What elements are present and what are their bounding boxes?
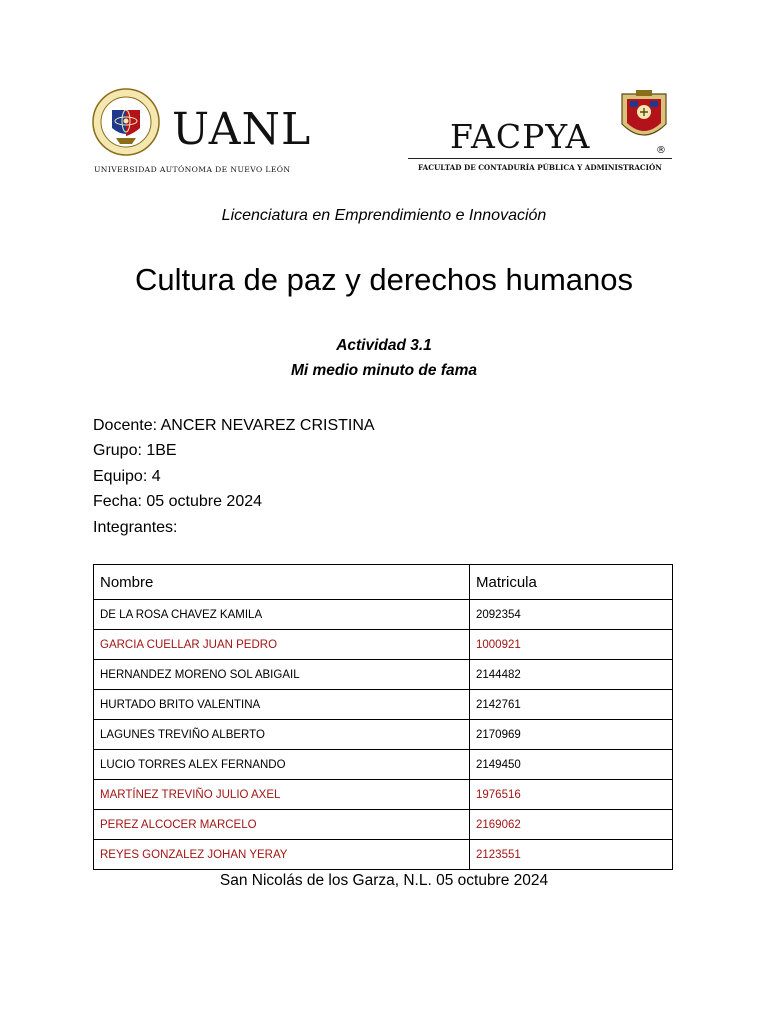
member-id: 2170969 — [470, 720, 673, 750]
member-name: GARCIA CUELLAR JUAN PEDRO — [94, 630, 470, 660]
member-id: 1000921 — [470, 630, 673, 660]
facpya-full-name: FACULTAD DE CONTADURÍA PÚBLICA Y ADMINISTRACIÓN — [418, 163, 662, 172]
table-row — [94, 750, 673, 780]
table-row — [94, 660, 673, 690]
activity-title: Mi medio minuto de fama — [290, 362, 477, 379]
facpya-seal-icon — [616, 88, 672, 148]
table-header-row — [94, 565, 673, 600]
member-id: 2092354 — [470, 600, 673, 630]
table-row — [94, 600, 673, 630]
column-header-nombre: Nombre — [94, 565, 470, 600]
uanl-logo — [92, 88, 314, 178]
info-block — [93, 413, 375, 540]
grupo-line: Grupo: 1BE — [93, 442, 177, 460]
facpya-wordmark: FACPYA — [450, 117, 591, 156]
table-row — [94, 690, 673, 720]
column-header-matricula: Matricula — [470, 565, 673, 600]
uanl-full-name: UNIVERSIDAD AUTÓNOMA DE NUEVO LEÓN — [94, 165, 291, 174]
table-row — [94, 780, 673, 810]
uanl-wordmark: UANL — [172, 104, 312, 155]
footer-place-date: San Nicolás de los Garza, N.L. 05 octubre 2024 — [219, 872, 549, 889]
equipo-line: Equipo: 4 — [93, 467, 161, 485]
facpya-logo — [406, 88, 674, 178]
member-name: LAGUNES TREVIÑO ALBERTO — [94, 720, 470, 750]
table-row — [94, 840, 673, 870]
member-id: 1976516 — [470, 780, 673, 810]
facpya-divider — [408, 158, 672, 159]
table-row — [94, 630, 673, 660]
registered-mark: ® — [656, 145, 666, 156]
member-id: 2123551 — [470, 840, 673, 870]
member-name: PEREZ ALCOCER MARCELO — [94, 810, 470, 840]
member-id: 2142761 — [470, 690, 673, 720]
table-row — [94, 810, 673, 840]
docente-line: Docente: ANCER NEVAREZ CRISTINA — [93, 417, 375, 434]
member-name: HERNANDEZ MORENO SOL ABIGAIL — [94, 660, 470, 690]
members-table — [93, 564, 673, 870]
member-id: 2149450 — [470, 750, 673, 780]
uanl-seal-icon — [92, 88, 160, 156]
member-name: REYES GONZALEZ JOHAN YERAY — [94, 840, 470, 870]
member-name: HURTADO BRITO VALENTINA — [94, 690, 470, 720]
table-row — [94, 720, 673, 750]
fecha-line: Fecha: 05 octubre 2024 — [93, 493, 263, 511]
activity-number: Actividad 3.1 — [336, 337, 432, 354]
member-id: 2169062 — [470, 810, 673, 840]
member-name: LUCIO TORRES ALEX FERNANDO — [94, 750, 470, 780]
integrantes-label: Integrantes: — [93, 518, 178, 536]
program-name: Licenciatura en Emprendimiento e Innovación — [221, 207, 547, 224]
member-name: DE LA ROSA CHAVEZ KAMILA — [94, 600, 470, 630]
course-title: Cultura de paz y derechos humanos — [134, 262, 633, 297]
member-id: 2144482 — [470, 660, 673, 690]
member-name: MARTÍNEZ TREVIÑO JULIO AXEL — [94, 780, 470, 810]
